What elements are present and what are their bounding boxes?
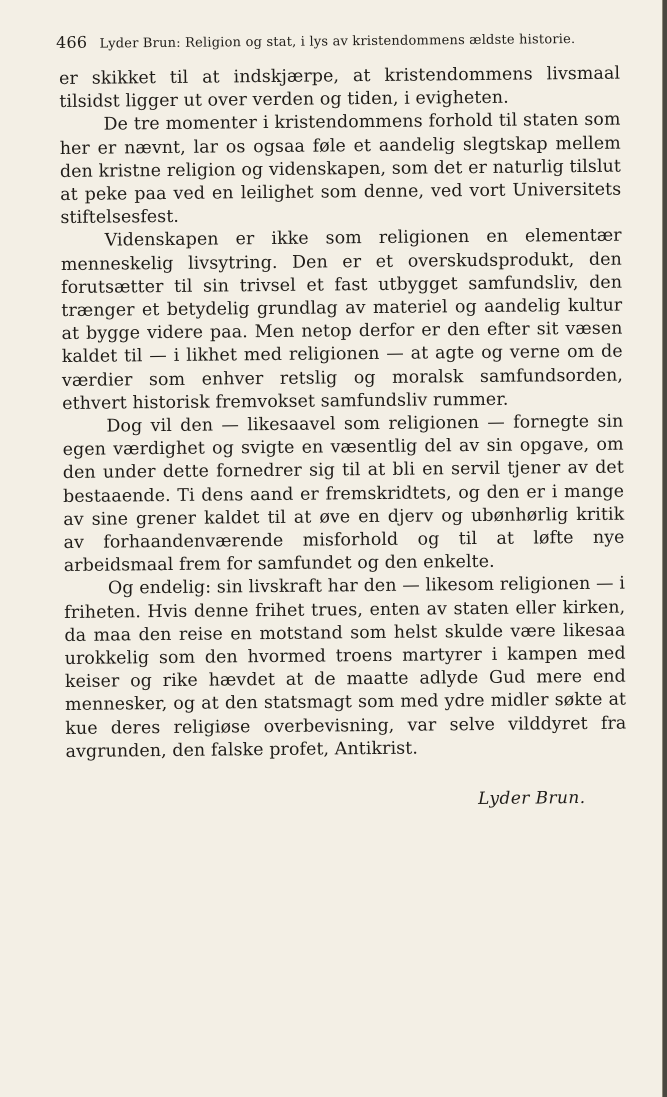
running-head-title: Lyder Brun: Religion og stat, i lys av kristendommens ældste historie.: [99, 32, 576, 52]
body-text: [59, 63, 627, 764]
author-signature: Lyder Brun.: [478, 787, 586, 809]
paragraph: Videnskapen er ikke som religionen en elementær menneskelig livsytring. Den er et overskudsprodukt, den forutsætter til sin trivsel et fast utbygget samfundsliv, den trænger et betydelig grundlag av materiel og aandelig kultur at bygge videre paa. Men netop derfor er den efter sit væsen kaldet til — i likhet med religionen — at agte og verne om de værdier som enhver retslig og moralsk samfundsorden, ethvert historisk fremvokset samfundsliv rummer.: [60, 226, 624, 414]
page-edge: [663, 0, 667, 1097]
running-head: [56, 28, 616, 55]
paragraph: Dog vil den — likesaavel som religionen — fornegte sin egen værdighet og svigte en væsentlig del av sin opgave, om den under dette fornedrer sig til at bli en servil tjener av det bestaaende. Ti dens aand er fremskridtets, og den er i mange av sine grener kaldet til at øve en djerv og ubønhørlig kritik av forhaandenværende misforhold og til at løfte nye arbeidsmaal frem for samfundet og den enkelte.: [62, 411, 625, 577]
page-number: 466: [56, 32, 88, 52]
paragraph: Og endelig: sin livskraft har den — likesom religionen — i friheten. Hvis denne frihet trues, enten av staten eller kirken, da maa den reise en motstand som helst skulde være likesaa urokkelig som den hvormed troens martyrer i kampen med keiser og rike hævdet at de maatte adlyde Gud mere end mennesker, og at den statsmagt som med ydre midler søkte at kue deres religiøse overbevisning, var selve vilddyret fra avgrunden, den falske profet, Antikrist.: [64, 574, 627, 762]
paragraph: er skikket til at indskjærpe, at kristendommens livsmaal tilsidst ligger ut over verden og tiden, i evigheten.: [59, 63, 621, 113]
paragraph: De tre momenter i kristendommens forhold til staten som her er nævnt, lar os ogsaa føle et aandelig slegtskap mellem den kristne religion og videnskapen, som det er naturlig tilslut at peke paa ved en leilighet som denne, ved vort Universitets stiftelsesfest.: [59, 110, 622, 229]
